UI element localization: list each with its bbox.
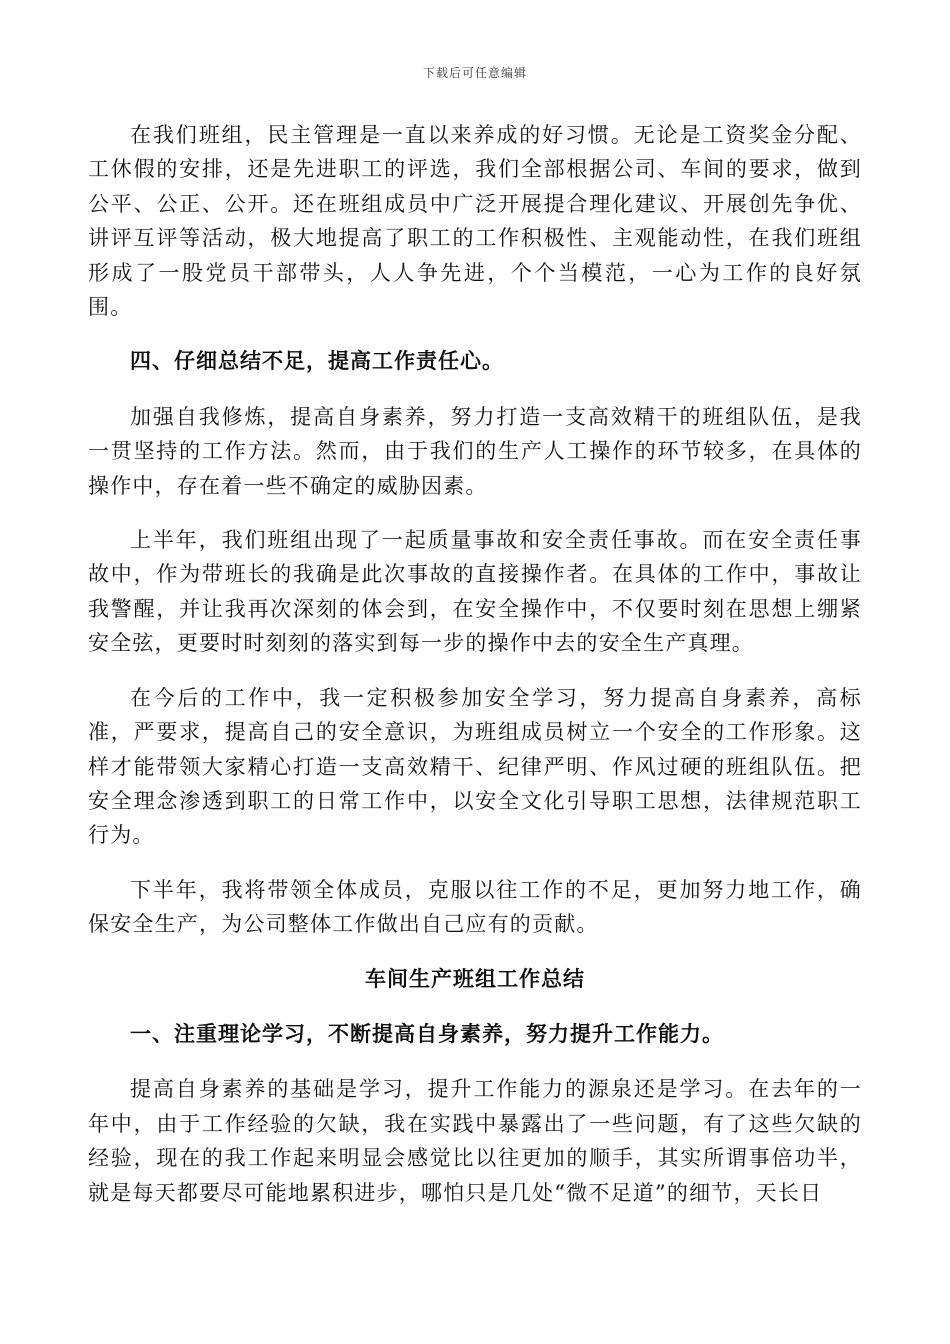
section-heading-four: 四、仔细总结不足，提高工作责任心。 xyxy=(130,348,504,374)
paragraph-learning: 提高自身素养的基础是学习，提升工作能力的源泉还是学习。在去年的一年中，由于工作经验的欠缺，我在实践中暴露出了一些问题，有了这些欠缺的经验，现在的我工作起来明显会感觉比以往更加的顺手，其实所谓事倍功半，就是每天都要尽可能地累积进步，哪怕只是几处“微不足道”的细节，天长日 xyxy=(88,1077,862,1205)
paragraph-future-work: 在今后的工作中，我一定积极参加安全学习，努力提高自身素养，高标准，严要求，提高自己的安全意识，为班组成员树立一个安全的工作形象。这样才能带领大家精心打造一支高效精干、纪律严明、作风过硬的班组队伍。把安全理念渗透到职工的日常工作中，以安全文化引导职工思想，法律规范职工行为。 xyxy=(88,685,862,848)
paragraph-accident: 上半年，我们班组出现了一起质量事故和安全责任事故。而在安全责任事故中，作为带班长的我确是此次事故的直接操作者。在具体的工作中，事故让我警醒，并让我再次深刻的体会到，在安全操作中，不仅要时刻在思想上绷紧安全弦，更要时时刻刻的落实到每一步的操作中去的安全生产真理。 xyxy=(88,528,862,656)
page-header: 下载后可任意编辑 xyxy=(422,66,527,80)
paragraph-second-half: 下半年，我将带领全体成员，克服以往工作的不足，更加努力地工作，确保安全生产，为公司整体工作做出自己应有的贡献。 xyxy=(88,877,862,937)
document-title: 车间生产班组工作总结 xyxy=(365,965,585,991)
section-heading-one: 一、注重理论学习，不断提高自身素养，努力提升工作能力。 xyxy=(130,1020,724,1046)
paragraph-self-improvement: 加强自我修炼，提高自身素养，努力打造一支高效精干的班组队伍，是我一贯坚持的工作方法。然而，由于我们的生产人工操作的环节较多，在具体的操作中，存在着一些不确定的威胁因素。 xyxy=(88,404,862,498)
document-body xyxy=(88,118,862,1230)
paragraph-democratic-management: 在我们班组，民主管理是一直以来养成的好习惯。无论是工资奖金分配、工休假的安排，还是先进职工的评选，我们全部根据公司、车间的要求，做到公平、公正、公开。还在班组成员中广泛开展提合理化建议、开展创先争优、讲评互评等活动，极大地提高了职工的工作积极性、主观能动性，在我们班组形成了一股党员干部带头，人人争先进，个个当模范，一心为工作的良好氛围。 xyxy=(88,123,862,320)
